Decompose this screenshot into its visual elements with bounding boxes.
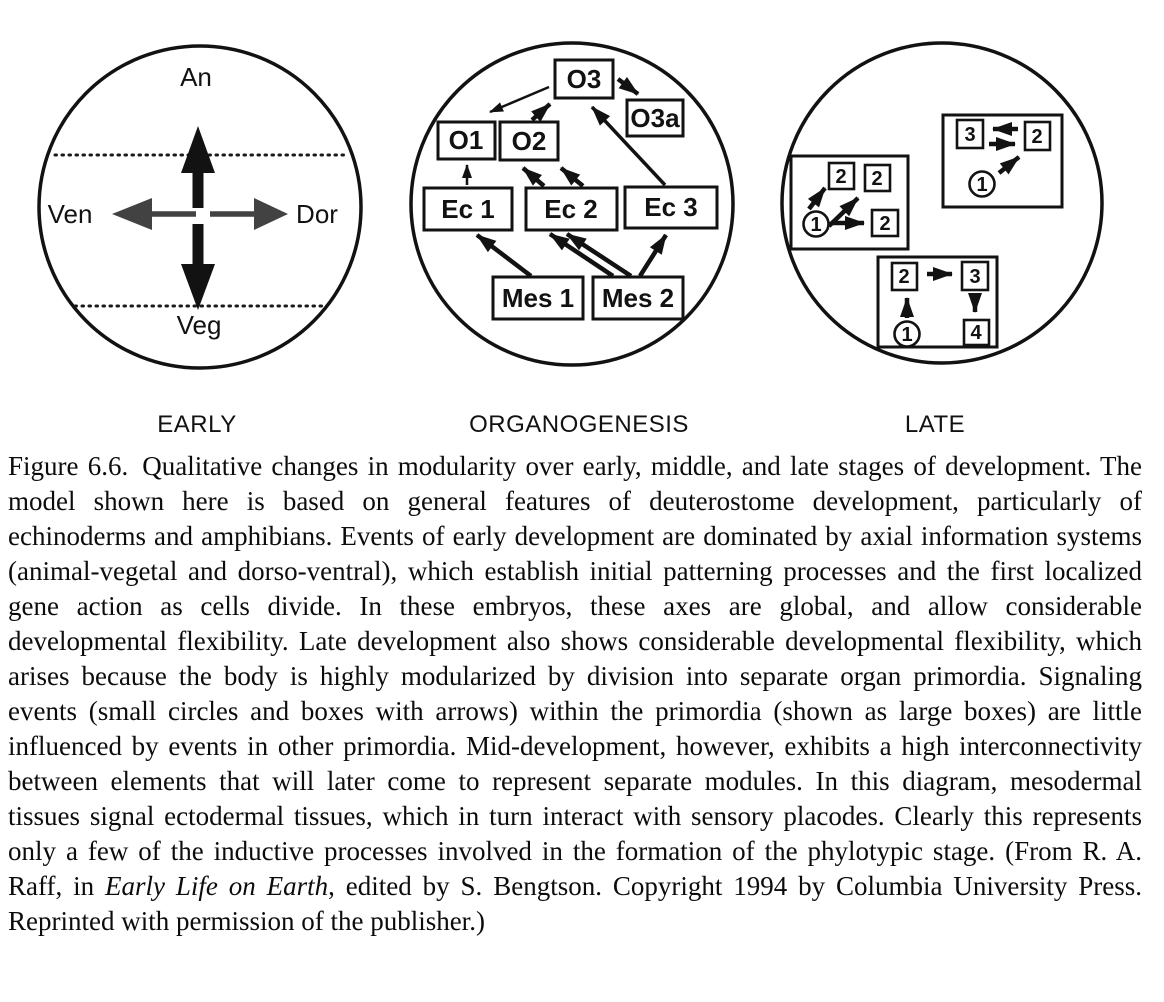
left-square-2b-label: 2 xyxy=(871,168,883,190)
late-diagram xyxy=(782,43,1102,363)
figure-caption xyxy=(8,449,1142,939)
node-ec1-label: Ec 1 xyxy=(441,194,495,224)
stage-label-organogenesis: ORGANOGENESIS xyxy=(469,411,689,438)
label-ventral: Ven xyxy=(47,199,93,229)
stage-labels xyxy=(157,411,965,438)
label-vegetal: Veg xyxy=(176,310,222,340)
node-mes2-label: Mes 2 xyxy=(601,283,675,313)
label-animal: An xyxy=(180,62,212,92)
stage-label-early: EARLY xyxy=(157,411,237,438)
b-square-2-label: 2 xyxy=(898,266,910,288)
axis-arrow-left-head xyxy=(112,198,152,230)
figure-caption-book-title: Early Life on Earth xyxy=(105,871,329,901)
arrow-ec2-o2-right xyxy=(561,168,583,186)
node-mes1-label: Mes 1 xyxy=(501,283,575,313)
figure-caption-number: Figure 6.6. xyxy=(8,451,129,481)
primordium-left xyxy=(791,156,908,249)
node-ec3-label: Ec 3 xyxy=(644,192,698,222)
arrow-mes2-ec2-a xyxy=(550,234,613,276)
b-square-3-label: 3 xyxy=(969,266,981,288)
arrow-ec2-o2-left xyxy=(523,168,544,186)
organogenesis-diagram xyxy=(411,43,733,365)
node-o3-label: O3 xyxy=(566,64,602,94)
arrow-o2-o3 xyxy=(532,104,550,120)
arrow-mes2-ec2-b xyxy=(567,234,631,276)
primordium-top-right xyxy=(943,115,1062,207)
node-o1-label: O1 xyxy=(448,125,484,155)
node-ec2-label: Ec 2 xyxy=(544,194,598,224)
figure-caption-text: Qualitative changes in modularity over early, middle, and late stages of development. The model shown here is based on general features of deuterostome development, particularly of echinoderms and amphibians. Events of early development are dominated by axial information systems (animal-vegetal and dorso-ventral), which establish initial patterning processes and the first localized gene action as cells divide. In these embryos, these axes are global, and allow considerable developmental flexibility. Late development also shows considerable developmental flexibility, which arises because the body is highly modularized by division into separate organ primordia. Signaling events (small circles and boxes with arrows) within the primordia (shown as large boxes) are little influenced by events in other primordia. Mid-development, however, exhibits a high interconnectivity between elements that will later come to represent separate modules. In this diagram, mesodermal tissues signal ectodermal tissues, which in turn interact with sensory placodes. Clearly this represents only a few of the inductive processes involved in the formation of the phylotypic stage. (From R. A. Raff, in xyxy=(8,451,1142,901)
left-square-2c-label: 2 xyxy=(879,213,891,235)
arrow-o3-o1 xyxy=(490,87,549,112)
axis-arrow-right-head xyxy=(254,198,288,230)
arrow-mes1-ec1 xyxy=(477,235,531,276)
tr-square-3-label: 3 xyxy=(964,124,976,146)
axis-arrow-down-head xyxy=(181,264,215,310)
early-embryo-diagram xyxy=(39,46,361,368)
node-o2-label: O2 xyxy=(511,126,547,156)
arrow-mes2-ec3 xyxy=(640,235,666,276)
b-circle-1-label: 1 xyxy=(901,324,913,346)
tr-circle-1-label: 1 xyxy=(976,174,988,196)
node-o3a-label: O3a xyxy=(630,103,680,133)
figure-caption-credit: , edited by S. Bengtson. Copyright 1994 by Columbia University Press. Reprinted with permission of the publisher.) xyxy=(8,871,1142,936)
arrow-o3-o3a xyxy=(618,79,638,94)
stage-label-late: LATE xyxy=(904,411,966,438)
label-dorsal: Dor xyxy=(296,199,338,229)
figure-diagram xyxy=(0,0,1164,446)
left-circle-1-label: 1 xyxy=(810,214,822,236)
b-square-4-label: 4 xyxy=(970,322,982,344)
axis-arrow-up-head xyxy=(181,126,215,173)
tr-square-2-label: 2 xyxy=(1031,126,1043,148)
primordium-bottom xyxy=(878,257,997,347)
left-square-2a-label: 2 xyxy=(835,166,847,188)
